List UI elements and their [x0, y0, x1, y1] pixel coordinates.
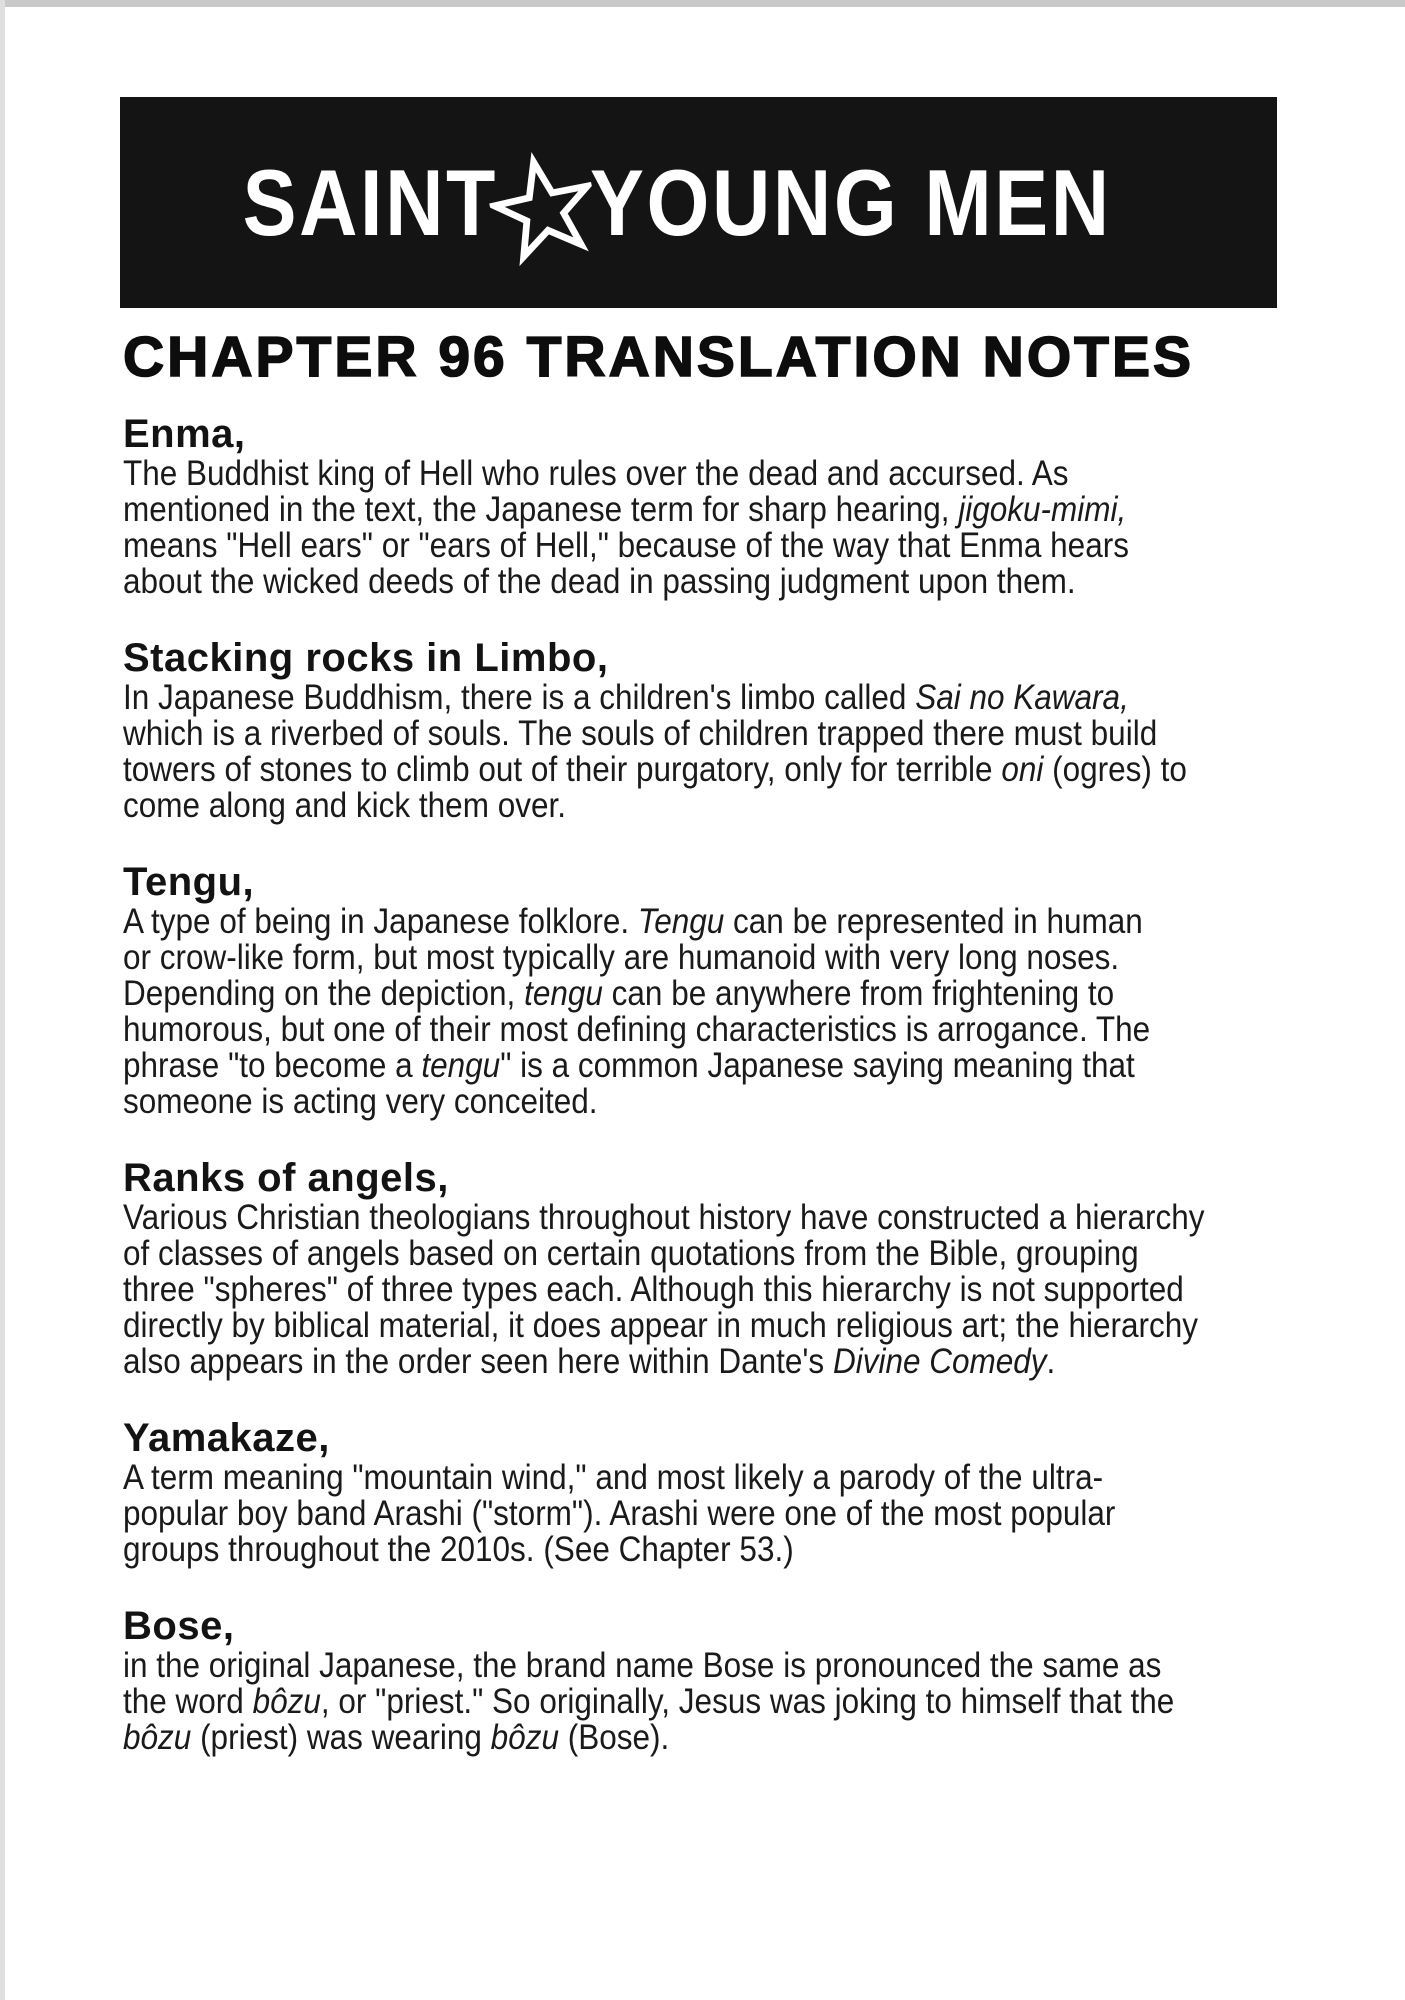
italic-term: jigoku-mimi,	[958, 490, 1127, 529]
text-line	[123, 456, 1266, 492]
italic-term: Tengu	[637, 902, 725, 941]
text-run: can be represented in human	[724, 902, 1143, 941]
notes-sections	[123, 412, 1393, 1756]
text-line	[123, 1200, 1266, 1236]
series-logo-banner	[120, 97, 1277, 308]
italic-term: oni	[1001, 750, 1044, 789]
text-run: phrase "to become a	[123, 1046, 422, 1085]
text-run: the word	[123, 1682, 253, 1721]
text-run: (priest) was wearing	[191, 1718, 491, 1757]
page-title: CHAPTER 96 TRANSLATION NOTES	[123, 325, 1195, 389]
text-line	[123, 1048, 1266, 1084]
section-heading: Yamakaze,	[123, 1416, 330, 1460]
section-heading: Ranks of angels,	[123, 1156, 449, 1200]
text-line	[123, 492, 1266, 528]
logo-word-young-men: YOUNG MEN	[589, 149, 1112, 255]
text-line	[123, 680, 1266, 716]
text-run: , or "priest." So originally, Jesus was joking to himself that the	[320, 1682, 1175, 1721]
note-section	[123, 1156, 1393, 1380]
section-body	[123, 456, 1393, 600]
text-line	[123, 940, 1266, 976]
text-line	[123, 1720, 1266, 1756]
note-section	[123, 636, 1393, 824]
text-run: means "Hell ears" or "ears of Hell," because of the way that Enma hears	[123, 526, 1129, 565]
text-line	[123, 1272, 1266, 1308]
text-line	[123, 1684, 1266, 1720]
text-run: also appears in the order seen here within Dante's	[123, 1342, 833, 1381]
italic-term: tengu	[524, 974, 603, 1013]
scan-edge-top	[0, 0, 1405, 7]
text-run: Various Christian theologians throughout history have constructed a hierarchy	[123, 1198, 1205, 1237]
text-line	[123, 1308, 1266, 1344]
text-run: which is a riverbed of souls. The souls of children trapped there must build	[123, 714, 1158, 753]
section-body	[123, 1648, 1393, 1756]
text-run: mentioned in the text, the Japanese term for sharp hearing,	[123, 490, 959, 529]
text-line	[123, 1344, 1266, 1380]
text-run: (ogres) to	[1043, 750, 1187, 789]
section-heading: Bose,	[123, 1604, 235, 1648]
text-run: .	[1046, 1342, 1056, 1381]
text-run: of classes of angels based on certain quotations from the Bible, grouping	[123, 1234, 1139, 1273]
text-line	[123, 1012, 1266, 1048]
section-heading: Stacking rocks in Limbo,	[123, 636, 609, 680]
section-body	[123, 1200, 1393, 1380]
text-run: A term meaning "mountain wind," and most likely a parody of the ultra-	[123, 1458, 1104, 1497]
section-body	[123, 680, 1393, 824]
text-run: in the original Japanese, the brand name Bose is pronounced the same as	[123, 1646, 1162, 1685]
text-run: In Japanese Buddhism, there is a children's limbo called	[123, 678, 916, 717]
text-run: The Buddhist king of Hell who rules over the dead and accursed. As	[123, 454, 1069, 493]
section-heading: Tengu,	[123, 860, 255, 904]
text-line	[123, 1460, 1266, 1496]
text-run: three "spheres" of three types each. Although this hierarchy is not supported	[123, 1270, 1184, 1309]
text-line	[123, 1532, 1266, 1568]
text-line	[123, 1648, 1266, 1684]
note-section	[123, 412, 1393, 600]
text-run: someone is acting very conceited.	[123, 1082, 598, 1121]
text-line	[123, 528, 1266, 564]
note-section	[123, 1604, 1393, 1756]
text-line	[123, 752, 1266, 788]
text-run: or crow-like form, but most typically are humanoid with very long noses.	[123, 938, 1120, 977]
text-line	[123, 564, 1266, 600]
text-line	[123, 788, 1266, 824]
text-run: humorous, but one of their most defining characteristics is arrogance. The	[123, 1010, 1151, 1049]
section-heading: Enma,	[123, 412, 246, 456]
logo-word-saint: SAINT	[242, 149, 498, 255]
text-line	[123, 904, 1266, 940]
section-body	[123, 904, 1393, 1120]
italic-term: bôzu	[252, 1682, 321, 1721]
text-run: about the wicked deeds of the dead in passing judgment upon them.	[123, 562, 1076, 601]
text-run: Depending on the depiction,	[123, 974, 525, 1013]
text-run: directly by biblical material, it does appear in much religious art; the hierarchy	[123, 1306, 1199, 1345]
series-logo	[201, 128, 1197, 278]
text-line	[123, 1496, 1266, 1532]
text-run: come along and kick them over.	[123, 786, 566, 825]
text-run: A type of being in Japanese folklore.	[123, 902, 638, 941]
note-section	[123, 1416, 1393, 1568]
section-body	[123, 1460, 1393, 1568]
text-run: towers of stones to climb out of their purgatory, only for terrible	[123, 750, 1002, 789]
italic-term: tengu	[421, 1046, 501, 1085]
text-run: " is a common Japanese saying meaning that	[500, 1046, 1135, 1085]
note-section	[123, 860, 1393, 1120]
italic-term: Sai no Kawara,	[915, 678, 1129, 717]
text-run: groups throughout the 2010s. (See Chapter 53.)	[123, 1530, 794, 1569]
text-line	[123, 716, 1266, 752]
scan-edge-left	[0, 0, 5, 2000]
text-run: (Bose).	[558, 1718, 670, 1757]
italic-term: bôzu	[490, 1718, 559, 1757]
italic-term: Divine Comedy	[832, 1342, 1047, 1381]
text-line	[123, 1236, 1266, 1272]
text-line	[123, 976, 1266, 1012]
text-line	[123, 1084, 1266, 1120]
italic-term: bôzu	[123, 1718, 192, 1757]
text-run: popular boy band Arashi ("storm"). Arashi were one of the most popular	[123, 1494, 1116, 1533]
text-run: can be anywhere from frightening to	[602, 974, 1115, 1013]
